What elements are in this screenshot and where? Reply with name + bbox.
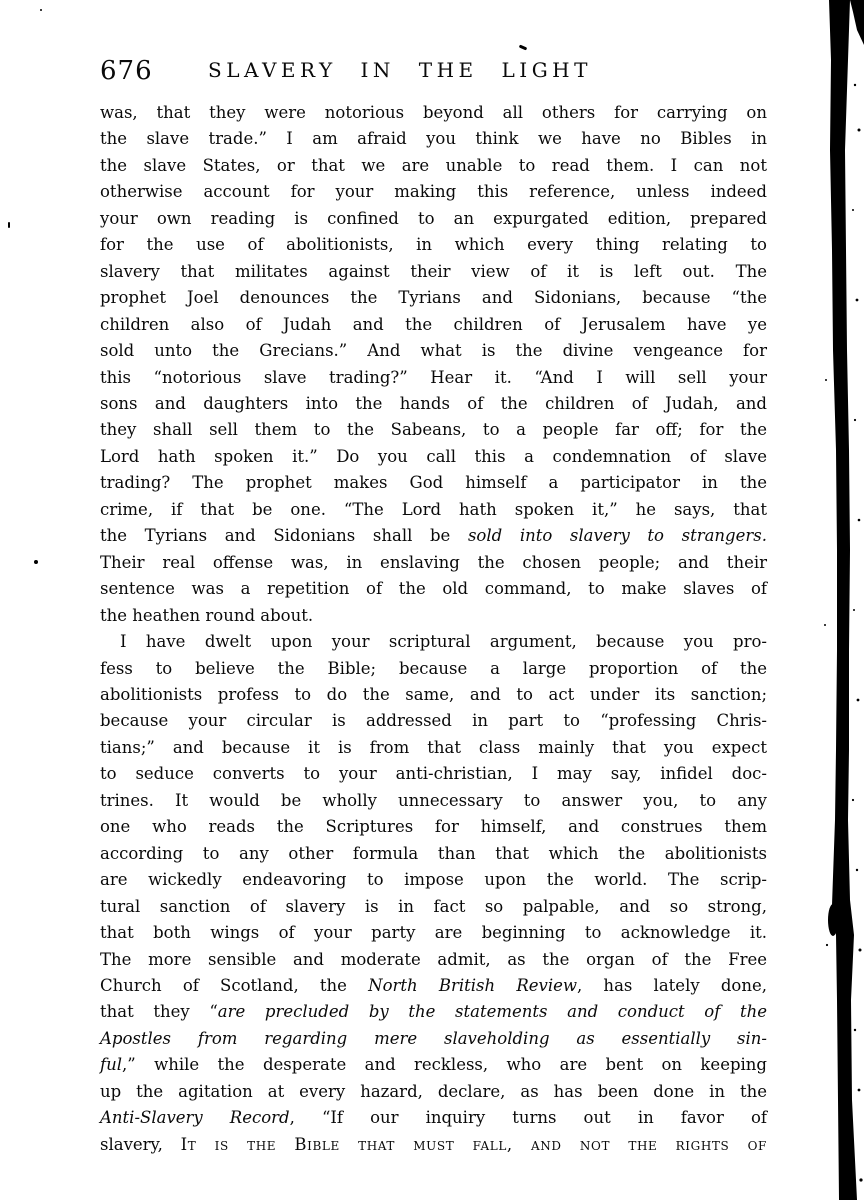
text-segment: Lord hath spoken it.” Do you call this a condemnation of slave — [100, 446, 767, 466]
text-segment: sold into slavery to strangers. — [467, 526, 767, 546]
text-line — [100, 444, 767, 470]
text-line — [100, 338, 767, 364]
text-segment: one who reads the Scriptures for himself, and construes them — [100, 817, 767, 837]
text-segment: to seduce converts to your anti-christian, I may say, infidel doc- — [100, 764, 767, 784]
text-line — [100, 523, 767, 549]
text-segment: trines. It would be wholly unnecessary to answer you, to any — [100, 790, 767, 810]
text-segment: this “notorious slave trading?” Hear it. “And I will sell your — [100, 367, 767, 387]
text-segment: that both wings of your party are beginning to acknowledge it. — [100, 923, 767, 943]
text-line — [100, 761, 767, 787]
text-segment: prophet Joel denounces the Tyrians and Sidonians, because “the — [100, 288, 767, 308]
text-line — [100, 999, 767, 1025]
text-line — [100, 206, 767, 232]
text-segment: sold unto the Grecians.” And what is the divine vengeance for — [100, 341, 767, 361]
text-line — [100, 973, 767, 999]
text-segment: , “If our inquiry turns out in favor of — [289, 1108, 767, 1128]
text-segment: are precluded by the statements and conduct of the — [217, 1002, 767, 1022]
text-segment: tians;” and because it is from that class mainly that you expect — [100, 737, 767, 757]
text-line — [100, 814, 767, 840]
text-line — [100, 1105, 767, 1131]
text-line — [100, 1132, 767, 1158]
text-segment: according to any other formula than that which the abolitionists — [100, 843, 767, 863]
text-line — [100, 894, 767, 920]
text-segment: children also of Judah and the children of Jerusalem have ye — [100, 314, 767, 334]
text-line — [100, 417, 767, 443]
text-line — [100, 867, 767, 893]
text-segment: are wickedly endeavoring to impose upon the world. The scrip- — [100, 870, 767, 890]
text-segment: slavery, — [100, 1134, 181, 1154]
text-line — [100, 1026, 767, 1052]
text-line — [100, 312, 767, 338]
text-segment: ,” while the desperate and reckless, who are bent on keeping — [122, 1055, 767, 1075]
text-line — [100, 497, 767, 523]
text-segment: sons and daughters into the hands of the children of Judah, and — [100, 393, 767, 413]
text-segment: they shall sell them to the Sabeans, to a people far off; for the — [100, 420, 767, 440]
running-title: SLAVERY IN THE LIGHT — [208, 58, 592, 82]
text-segment: It is the Bible that must fall, and not the rights of — [180, 1134, 767, 1154]
text-segment: because your circular is addressed in part to “professing Chris- — [100, 711, 767, 731]
text-line — [100, 391, 767, 417]
text-segment: ful — [100, 1055, 123, 1075]
text-line — [100, 841, 767, 867]
text-line — [100, 232, 767, 258]
text-segment: your own reading is confined to an expurgated edition, prepared — [100, 208, 767, 228]
text-segment: I have dwelt upon your scriptural argument, because you pro- — [120, 632, 767, 652]
text-segment: , has lately done, — [577, 975, 767, 995]
text-segment: crime, if that be one. “The Lord hath spoken it,” he says, that — [100, 499, 767, 519]
text-line — [100, 656, 767, 682]
text-segment: sentence was a repetition of the old command, to make slaves of — [100, 579, 767, 599]
text-segment: The more sensible and moderate admit, as the organ of the Free — [100, 949, 767, 969]
text-line — [100, 788, 767, 814]
scan-speckle — [34, 560, 38, 564]
text-segment: the slave States, or that we are unable to read them. I can not — [100, 155, 767, 175]
text-segment: trading? The prophet makes God himself a participator in the — [100, 473, 767, 493]
text-line — [100, 470, 767, 496]
text-line — [100, 629, 767, 655]
text-segment: up the agitation at every hazard, declare, as has been done in the — [100, 1081, 767, 1101]
text-segment: North British Review — [368, 975, 577, 995]
text-line — [100, 100, 767, 126]
text-line — [100, 126, 767, 152]
page-text — [100, 100, 767, 1158]
text-segment: fess to believe the Bible; because a large proportion of the — [100, 658, 767, 678]
text-segment: the Tyrians and Sidonians shall be — [100, 526, 468, 546]
text-line — [100, 708, 767, 734]
text-segment: abolitionists profess to do the same, and to act under its sanction; — [100, 684, 767, 704]
text-segment: was, that they were notorious beyond all others for carrying on — [100, 103, 767, 122]
text-line — [100, 920, 767, 946]
text-line — [100, 259, 767, 285]
text-line — [100, 550, 767, 576]
text-line — [100, 682, 767, 708]
text-line — [100, 285, 767, 311]
book-binding-edge — [824, 0, 864, 1200]
text-segment: tural sanction of slavery is in fact so palpable, and so strong, — [100, 896, 767, 916]
text-segment: that they “ — [100, 1002, 218, 1022]
text-line — [100, 153, 767, 179]
scan-mark — [519, 45, 528, 51]
page-number: 676 — [100, 56, 153, 86]
scan-speckle — [40, 9, 42, 11]
text-segment: Their real offense was, in enslaving the chosen people; and their — [100, 552, 767, 572]
text-line — [100, 576, 767, 602]
text-segment: Church of Scotland, the — [100, 975, 369, 995]
text-segment: Apostles from regarding mere slaveholding as essentially sin- — [100, 1028, 767, 1048]
text-segment: otherwise account for your making this reference, unless indeed — [100, 182, 767, 202]
text-line — [100, 1079, 767, 1105]
text-segment: for the use of abolitionists, in which every thing relating to — [100, 235, 767, 255]
text-line — [100, 179, 767, 205]
text-segment: the heathen round about. — [100, 605, 314, 625]
text-segment: slavery that militates against their view of it is left out. The — [100, 261, 767, 281]
text-segment: the slave trade.” I am afraid you think we have no Bibles in — [100, 129, 767, 149]
text-line — [100, 365, 767, 391]
text-line — [100, 735, 767, 761]
text-line — [100, 603, 767, 629]
text-segment: Anti-Slavery Record — [100, 1108, 290, 1128]
scan-speckle — [8, 222, 10, 228]
text-line — [100, 1052, 767, 1078]
text-line — [100, 947, 767, 973]
